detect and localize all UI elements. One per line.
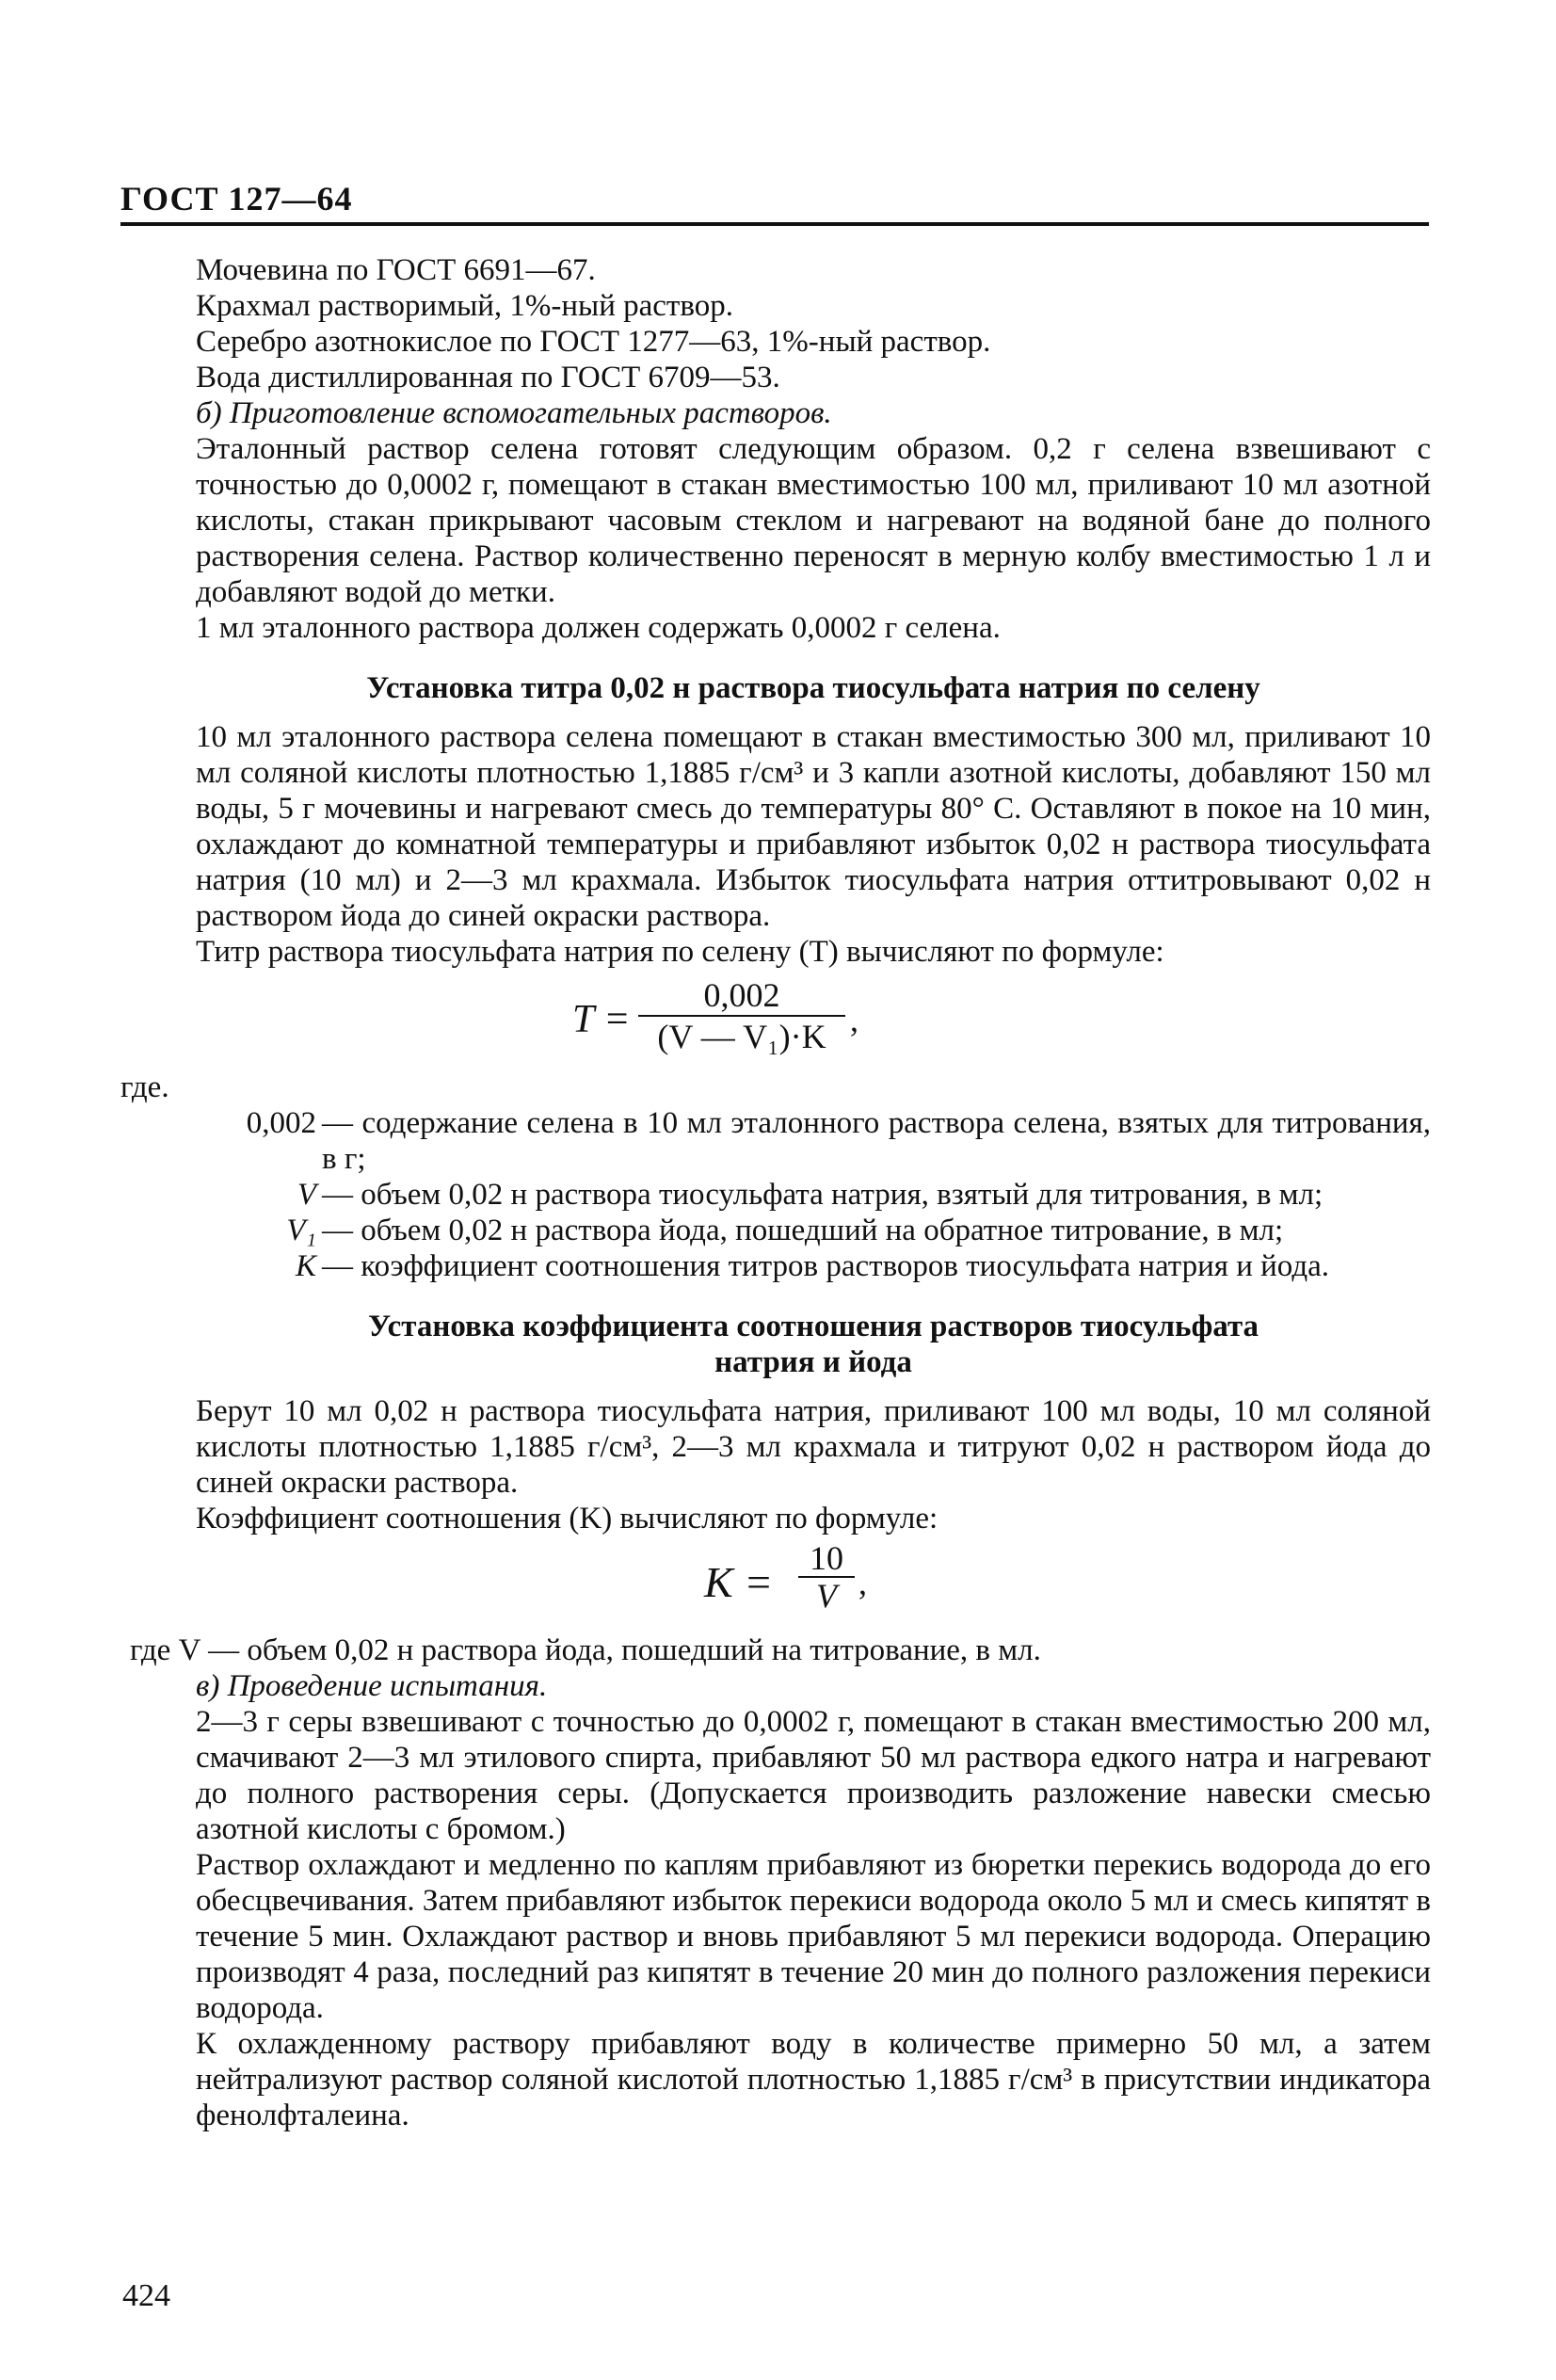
- section2-paragraph: Берут 10 мл 0,02 н раствора тиосульфата натрия, приливают 100 мл воды, 10 мл соляной кислоты плотностью 1,1885 г/см³, 2—3 мл крахмала и титруют 0,02 н раствором йода до синей окраски раствора.: [196, 1394, 1431, 1500]
- header-rule: [120, 222, 1429, 226]
- test-heading: в) Проведение испытания.: [196, 1669, 548, 1703]
- section2-formula-intro: Коэффициент соотношения (K) вычисляют по формуле:: [196, 1502, 938, 1536]
- formula-numerator: 10: [798, 1540, 855, 1578]
- page-header: ГОСТ 127—64: [120, 180, 353, 217]
- formula-numerator: 0,002: [638, 977, 845, 1017]
- definition-symbol: V₁: [286, 1214, 316, 1247]
- definition-symbol: V: [297, 1178, 316, 1212]
- formula-lhs: K =: [704, 1558, 774, 1606]
- definition-row: [196, 1105, 1431, 1177]
- reagent-line: Вода дистиллированная по ГОСТ 6709—53.: [196, 361, 780, 394]
- section-heading-coefficient-l1: Установка коэффициента соотношения растворов тиосульфата: [367, 1310, 1259, 1343]
- reagent-line: Крахмал растворимый, 1%-ный раствор.: [196, 289, 733, 323]
- definition-symbol: K: [295, 1249, 316, 1283]
- section-heading-coefficient-l2: натрия и йода: [714, 1345, 912, 1379]
- formula-fraction: [798, 1540, 855, 1614]
- formula-comma: ,: [850, 1001, 858, 1038]
- document-body: [120, 252, 1431, 2133]
- prep-paragraph: Эталонный раствор селена готовят следующим образом. 0,2 г селена взвешивают с точностью до 0,0002 г, помещают в стакан вместимостью 100 мл, приливают 10 мл азотной кислоты, стакан прикрывают часовым стеклом и нагревают на водяной бане до полного растворения селена. Раствор количественно переносят в мерную колбу вместимостью 1 л и добавляют водой до метки.: [196, 432, 1431, 609]
- definition-text: — содержание селена в 10 мл эталонного раствора селена, взятых для титрования, в г;: [322, 1106, 1431, 1176]
- definition-row: [196, 1213, 1431, 1248]
- formula-denominator: (V — V₁)·K: [657, 1018, 826, 1055]
- variable-definitions: [196, 1105, 1431, 1284]
- formula-fraction: [638, 977, 845, 1054]
- test-paragraph-1: 2—3 г серы взвешивают с точностью до 0,0002 г, помещают в стакан вместимостью 200 мл, смачивают 2—3 мл этилового спирта, прибавляют 50 мл раствора едкого натра и нагревают до полного растворения серы. (Допускается производить разложение навески смесью азотной кислоты с бромом.): [196, 1705, 1431, 1846]
- test-paragraph-2: Раствор охлаждают и медленно по каплям прибавляют из бюретки перекись водорода до его обесцвечивания. Затем прибавляют избыток перекиси водорода около 5 мл и смесь кипятят в течение 5 мин. Охлаждают раствор и вновь прибавляют 5 мл перекиси водорода. Операцию производят 4 раза, последний раз кипятят в течение 20 мин до полного разложения перекиси водорода.: [196, 1848, 1431, 2025]
- formula-denominator: V: [816, 1577, 837, 1615]
- where-definition: где V — объем 0,02 н раствора йода, пошедший на титрование, в мл.: [130, 1633, 1041, 1667]
- titre-formula: [196, 977, 1431, 1062]
- coefficient-formula: [196, 1540, 1431, 1627]
- definition-text: — объем 0,02 н раствора тиосульфата натрия, взятый для титрования, в мл;: [322, 1178, 1323, 1212]
- definition-symbol: 0,002: [246, 1106, 316, 1140]
- formula-lhs: T =: [572, 998, 631, 1041]
- where-label: где.: [120, 1070, 169, 1104]
- reagent-line: Серебро азотнокислое по ГОСТ 1277—63, 1%-ный раствор.: [196, 325, 991, 359]
- prep-paragraph-2: 1 мл эталонного раствора должен содержать 0,0002 г селена.: [196, 611, 1001, 645]
- page-number: 424: [122, 2278, 170, 2313]
- definition-text: — коэффициент соотношения титров растворов тиосульфата натрия и йода.: [322, 1249, 1330, 1283]
- test-paragraph-3: К охлажденному раствору прибавляют воду в количестве примерно 50 мл, а затем нейтрализуют раствор соляной кислотой плотностью 1,1885 г/см³ в присутствии индикатора фенолфталеина.: [196, 2027, 1431, 2132]
- section1-formula-intro: Титр раствора тиосульфата натрия по селену (T) вычисляют по формуле:: [196, 935, 1164, 969]
- section1-paragraph: 10 мл эталонного раствора селена помещают в стакан вместимостью 300 мл, приливают 10 мл соляной кислоты плотностью 1,1885 г/см³ и 3 капли азотной кислоты, добавляют 150 мл воды, 5 г мочевины и нагревают смесь до температуры 80° С. Оставляют в покое на 10 мин, охлаждают до комнатной температуры и прибавляют избыток 0,02 н раствора тиосульфата натрия (10 мл) и 2—3 мл крахмала. Избыток тиосульфата натрия оттитровывают 0,02 н раствором йода до синей окраски раствора.: [196, 720, 1431, 933]
- definition-text: — объем 0,02 н раствора йода, пошедший на обратное титрование, в мл;: [322, 1214, 1284, 1247]
- prep-heading: б) Приготовление вспомогательных растворов.: [196, 396, 832, 430]
- section-heading-titre: Установка титра 0,02 н раствора тиосульфата натрия по селену: [366, 671, 1260, 705]
- formula-comma: ,: [858, 1564, 867, 1601]
- definition-row: [196, 1177, 1431, 1213]
- reagent-line: Мочевина по ГОСТ 6691—67.: [196, 253, 596, 287]
- definition-row: [196, 1248, 1431, 1284]
